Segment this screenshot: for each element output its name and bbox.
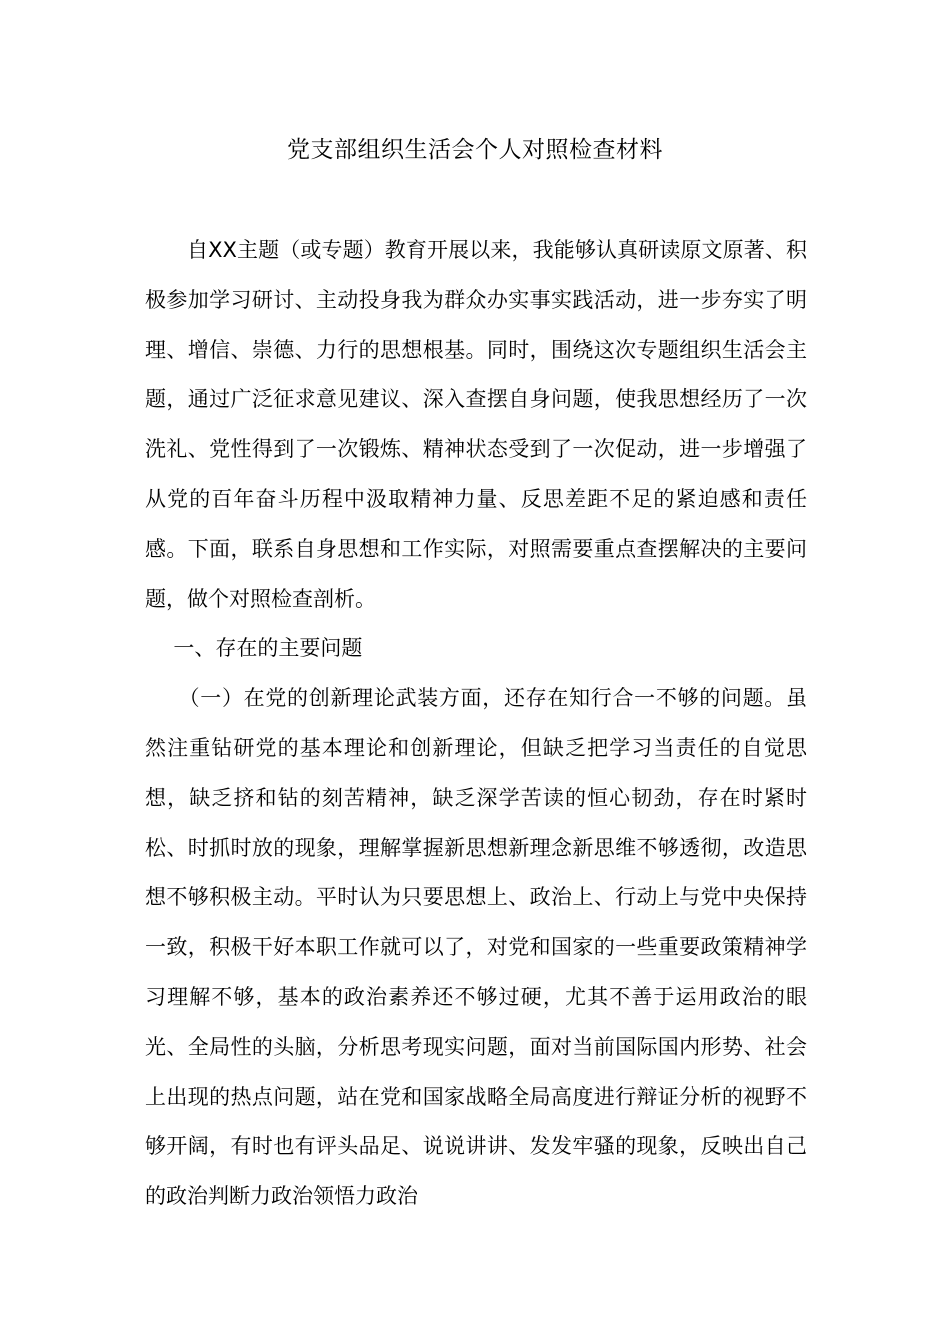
intro-paragraph: 自XX主题（或专题）教育开展以来，我能够认真研读原文原著、积极参加学习研讨、主动投身我为群众办实事实践活动，进一步夯实了明理、增信、崇德、力行的思想根基。同时，围绕这次专题组织生活会主题，通过广泛征求意见建议、深入查摆自身问题，使我思想经历了一次洗礼、党性得到了一次锻炼、精神状态受到了一次促动，进一步增强了从党的百年奋斗历程中汲取精神力量、反思差距不足的紧迫感和责任感。下面，联系自身思想和工作实际，对照需要重点查摆解决的主要问题，做个对照检查剖析。 (145, 238, 807, 611)
document-title: 党支部组织生活会个人对照检查材料 (287, 137, 663, 163)
document-body (145, 226, 807, 1222)
section-heading: 一、存在的主要问题 (173, 636, 363, 661)
problem-paragraph-1: （一）在党的创新理论武装方面，还存在知行合一不够的问题。虽然注重钻研党的基本理论和创新理论，但缺乏把学习当责任的自觉思想，缺乏挤和钻的刻苦精神，缺乏深学苦读的恒心韧劲，存在时紧时松、时抓时放的现象，理解掌握新思想新理念新思维不够透彻，改造思想不够积极主动。平时认为只要思想上、政治上、行动上与党中央保持一致，积极干好本职工作就可以了，对党和国家的一些重要政策精神学习理解不够，基本的政治素养还不够过硬，尤其不善于运用政治的眼光、全局性的头脑，分析思考现实问题，面对当前国际国内形势、社会上出现的热点问题，站在党和国家战略全局高度进行辩证分析的视野不够开阔，有时也有评头品足、说说讲讲、发发牢骚的现象，反映出自己的政治判断力政治领悟力政治 (145, 686, 807, 1209)
